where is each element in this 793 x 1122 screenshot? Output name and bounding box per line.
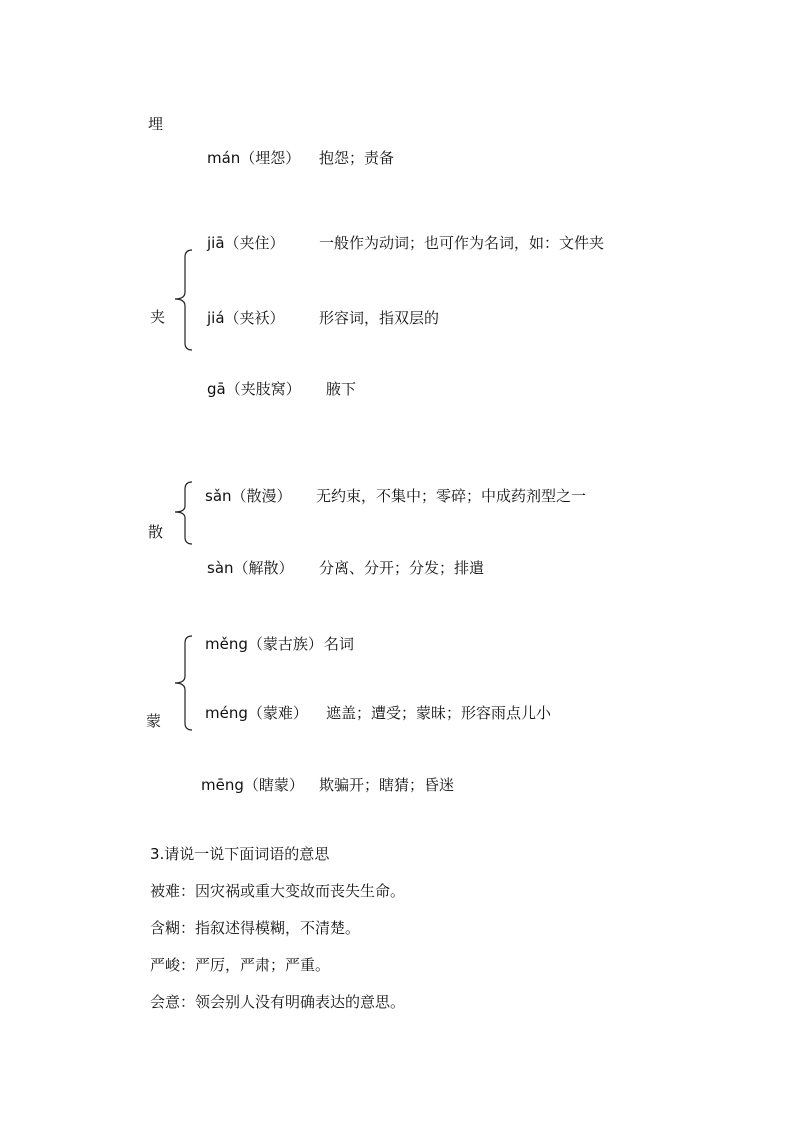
pinyin-meng3: měng（蒙古族） [205, 635, 323, 653]
char-jia: 夹 [150, 308, 166, 326]
meaning-jia1: 一般作为动词；也可作为名词，如：文件夹 [319, 234, 605, 252]
definition-item: 含糊：指叙述得模糊，不清楚。 [150, 919, 361, 937]
char-mai: 埋 [148, 115, 164, 133]
meaning-san4: 分离、分开；分发；排遣 [319, 559, 485, 577]
pinyin-ga: gā（夹肢窝） [207, 380, 301, 398]
pinyin-meng2: méng（蒙难） [205, 704, 308, 722]
meaning-san3: 无约束，不集中；零碎；中成药剂型之一 [316, 487, 587, 505]
definition-item: 会意：领会别人没有明确表达的意思。 [150, 993, 406, 1011]
pinyin-san3: sǎn（散漫） [205, 487, 292, 505]
pinyin-meng1: mēng（瞎蒙） [201, 776, 304, 794]
char-san: 散 [148, 523, 164, 541]
pinyin-jia2: jiá（夹袄） [207, 309, 285, 327]
definition-item: 严峻：严厉，严肃；严重。 [150, 956, 331, 974]
meaning-man: 抱怨；责备 [319, 149, 395, 167]
brace-jia [172, 248, 194, 352]
meaning-ga: 腋下 [326, 380, 357, 398]
pinyin-san4: sàn（解散） [207, 559, 294, 577]
pinyin-jia1: jiā（夹住） [207, 234, 285, 252]
definition-item: 被难：因灾祸或重大变故而丧失生命。 [150, 882, 406, 900]
pinyin-man: mán（埋怨） [207, 149, 301, 167]
meaning-meng1: 欺骗开；瞎猜；昏迷 [319, 776, 455, 794]
brace-meng [172, 634, 194, 732]
meaning-meng3: 名词 [324, 635, 355, 653]
brace-san [172, 480, 194, 546]
meaning-jia2: 形容词，指双层的 [319, 309, 440, 327]
char-meng: 蒙 [146, 712, 162, 730]
meaning-meng2: 遮盖；遭受；蒙昧；形容雨点儿小 [326, 704, 552, 722]
section3-heading: 3.请说一说下面词语的意思 [150, 845, 330, 863]
